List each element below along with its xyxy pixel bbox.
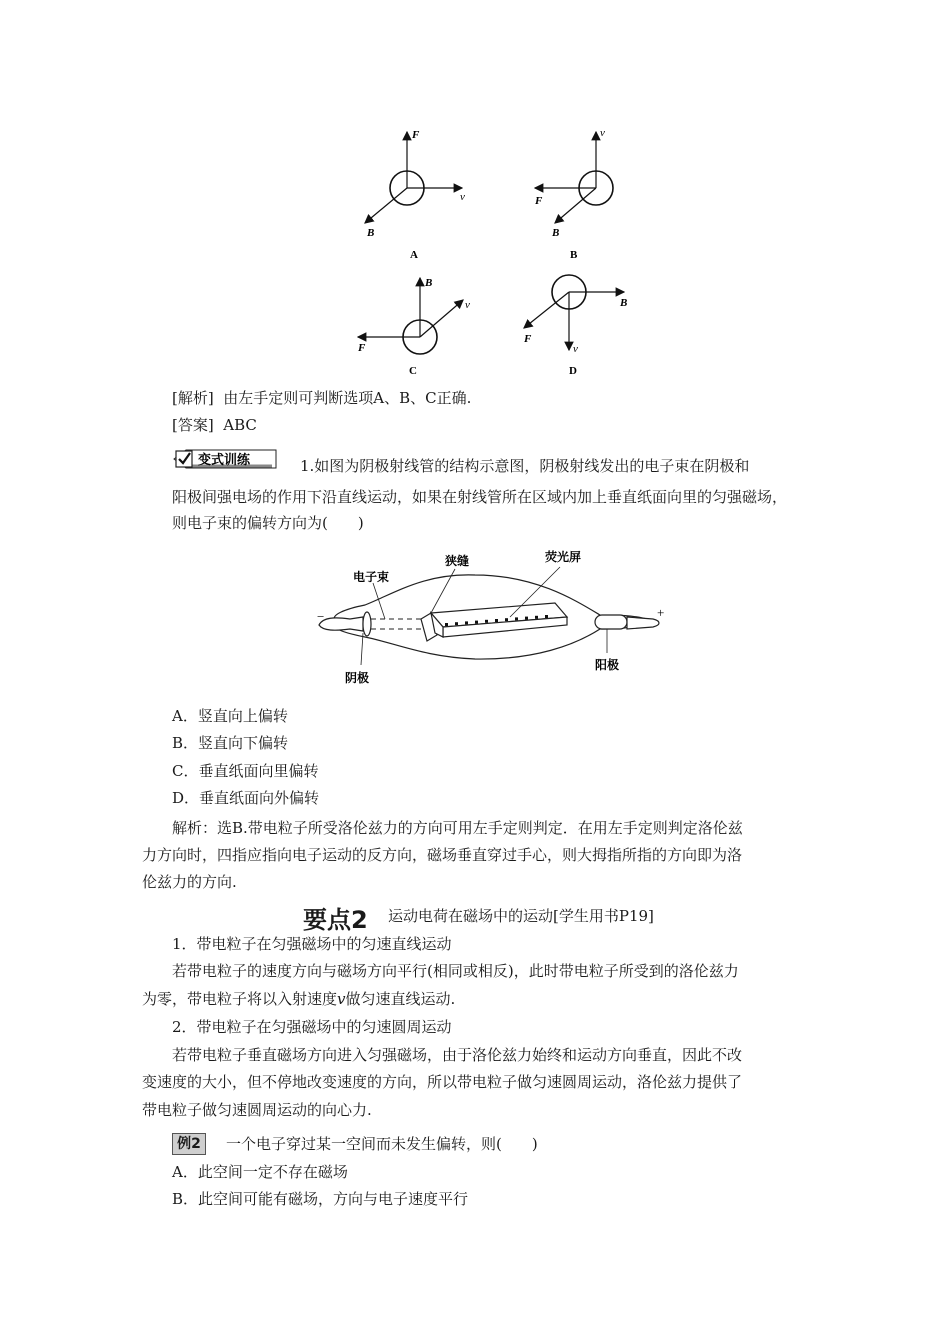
variant-question-line-1: 1.如图为阴极射线管的结构示意图，阴极射线发出的电子束在阴极和: [300, 457, 750, 475]
diagram-c: [357, 277, 470, 377]
variant-question-line-3: 则电子束的偏转方向为( ): [172, 514, 364, 532]
section-title: 要点2: [303, 906, 368, 934]
badge-text: 变式训练: [198, 452, 251, 467]
item-1-title: 1．带电粒子在匀强磁场中的匀速直线运动: [172, 935, 452, 953]
label-v: v: [600, 127, 605, 139]
label-f: F: [358, 342, 366, 354]
analysis-1: [172, 387, 471, 409]
label-cathode: 阴极: [345, 671, 370, 685]
answer-label: [答案]: [172, 416, 214, 434]
option-b: B．竖直向下偏转: [172, 734, 289, 752]
label-b: B: [620, 297, 628, 309]
example-option-a: A．此空间一定不存在磁场: [172, 1163, 348, 1181]
label-v: v: [460, 191, 465, 203]
label-b: B: [425, 277, 433, 289]
label-plus: +: [657, 605, 665, 620]
option-label-a: A: [410, 249, 418, 261]
item-2-line-3: 带电粒子做匀速圆周运动的向心力.: [142, 1101, 372, 1119]
option-label-c: C: [409, 365, 417, 377]
answer-text: ABC: [223, 416, 257, 434]
label-v: v: [465, 299, 470, 311]
diagram-d: [523, 275, 627, 377]
diagram-a: [365, 129, 465, 261]
item-1-line-2: 为零，带电粒子将以入射速度v做匀速直线运动.: [142, 990, 456, 1008]
analysis-2-line-2: 力方向时，四指应指向电子运动的反方向，磁场垂直穿过手心，则大拇指所指的方向即为洛: [142, 846, 743, 864]
example-badge: 例2: [172, 1133, 206, 1155]
label-f: F: [412, 129, 420, 141]
velocity-symbol: v: [337, 990, 346, 1008]
option-label-b: B: [570, 249, 578, 261]
item-2-line-1: 若带电粒子垂直磁场方向进入匀强磁场，由于洛伦兹力始终和运动方向垂直，因此不改: [172, 1046, 743, 1064]
option-c: C．垂直纸面向里偏转: [172, 762, 319, 780]
label-slit: 狭缝: [445, 554, 470, 568]
analysis-2-line-3: 伦兹力的方向.: [142, 873, 237, 891]
label-b: B: [552, 227, 560, 239]
label-anode: 阳极: [595, 658, 620, 672]
diagram-b: [534, 127, 613, 261]
force-diagrams-figure: [340, 120, 650, 385]
item-2-line-2: 变速度的大小，但不停地改变速度的方向，所以带电粒子做匀速圆周运动，洛伦兹力提供了: [142, 1073, 743, 1091]
variant-training-badge: [172, 448, 280, 470]
anode-shape: [595, 615, 627, 629]
option-label-d: D: [569, 365, 577, 377]
label-beam: 电子束: [353, 570, 390, 584]
option-d: D．垂直纸面向外偏转: [172, 789, 320, 807]
cathode-ray-tube-figure: [305, 545, 675, 690]
item-2-title: 2．带电粒子在匀强磁场中的匀速圆周运动: [172, 1018, 452, 1036]
answer-1: [172, 414, 257, 436]
label-minus: −: [317, 609, 325, 624]
analysis-2-line-1: 解析：选B.带电粒子所受洛伦兹力的方向可用左手定则判定．在用左手定则判定洛伦兹: [172, 819, 743, 837]
label-f: F: [535, 195, 543, 207]
item-1-line-1: 若带电粒子的速度方向与磁场方向平行(相同或相反)，此时带电粒子所受到的洛伦兹力: [172, 962, 739, 980]
label-v: v: [573, 343, 578, 355]
example-question: 一个电子穿过某一空间而未发生偏转，则( ): [226, 1135, 538, 1153]
analysis-text: 由左手定则可判断选项A、B、C正确.: [223, 389, 472, 407]
label-screen: 荧光屏: [545, 550, 582, 564]
variant-question-line-2: 阳极间强电场的作用下沿直线运动，如果在射线管所在区域内加上垂直纸面向里的匀强磁场，: [172, 488, 788, 506]
example-option-b: B．此空间可能有磁场，方向与电子速度平行: [172, 1190, 469, 1208]
option-a: A．竖直向上偏转: [172, 707, 288, 725]
section-subtitle: 运动电荷在磁场中的运动[学生用书P19]: [388, 907, 654, 925]
label-f: F: [524, 333, 532, 345]
label-b: B: [367, 227, 375, 239]
cathode-shape: [319, 617, 363, 631]
analysis-label: [解析]: [172, 389, 214, 407]
